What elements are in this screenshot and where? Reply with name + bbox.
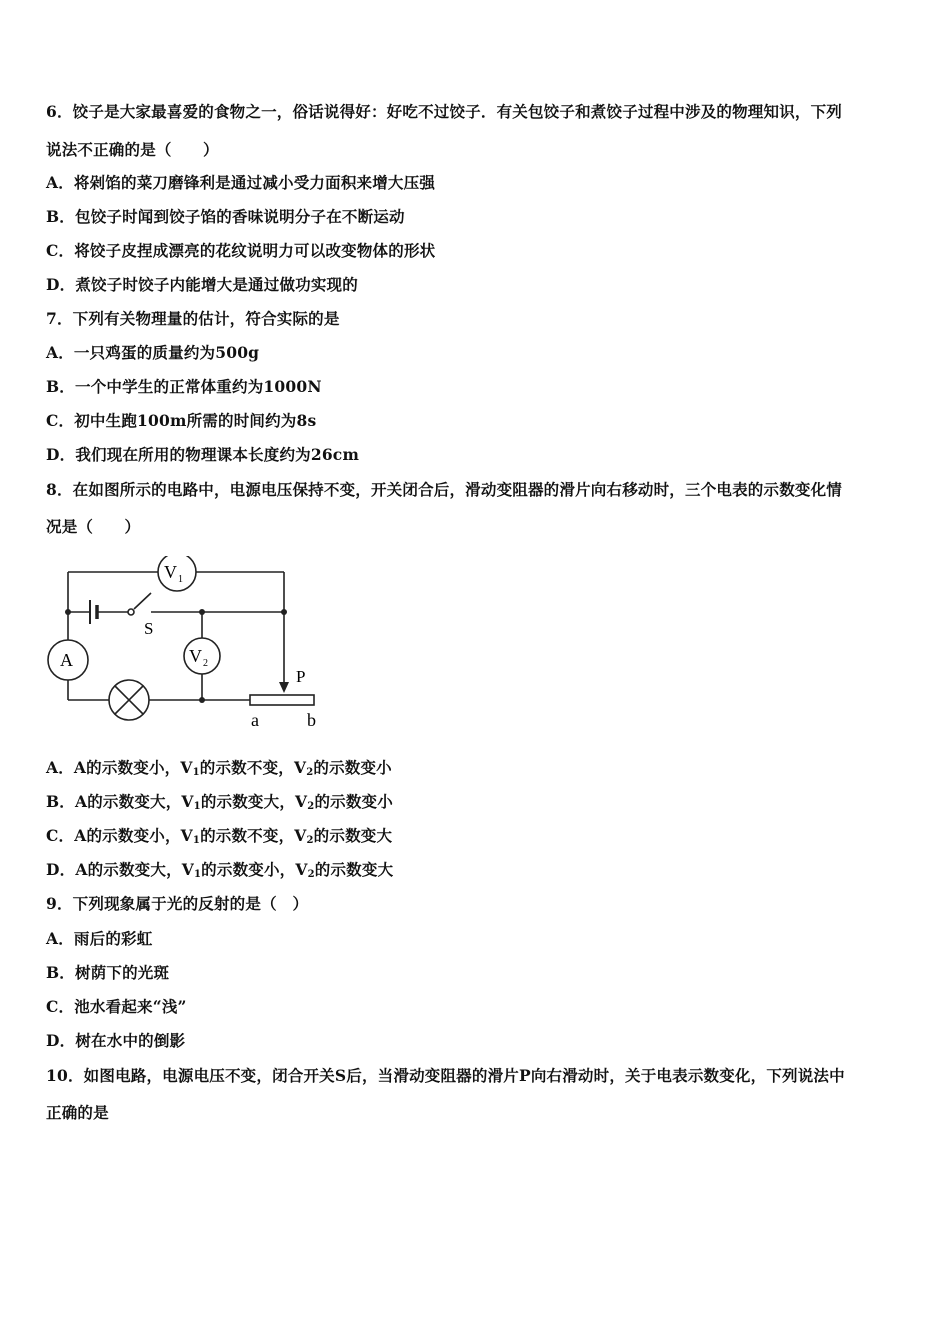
q8-option-c: C．A的示数变小，$V_1$的示数不变，$V_2$的示数变大 bbox=[46, 826, 393, 846]
q9-option-d: D．树在水中的倒影 bbox=[46, 1031, 186, 1050]
q10-stem-line2: 正确的是 bbox=[46, 1103, 109, 1122]
q9-option-b: B．树荫下的光斑 bbox=[46, 963, 170, 982]
ammeter-label: A bbox=[60, 650, 73, 670]
switch-blade bbox=[134, 593, 151, 609]
junction-dot bbox=[281, 609, 287, 615]
junction-dot bbox=[65, 609, 71, 615]
q6-option-c: C．将饺子皮捏成漂亮的花纹说明力可以改变物体的形状 bbox=[46, 241, 436, 260]
q7-stem: 7．下列有关物理量的估计，符合实际的是 bbox=[46, 309, 340, 328]
junction-dot bbox=[199, 697, 205, 703]
q7-option-a: A．一只鸡蛋的质量约为500g bbox=[46, 343, 260, 362]
v1-label: V bbox=[164, 562, 177, 582]
v2-subscript: 2 bbox=[203, 658, 208, 669]
q8-stem-line2: 况是（ ） bbox=[46, 517, 141, 536]
q8-option-d: D．A的示数变大，$V_1$的示数变小，$V_2$的示数变大 bbox=[46, 860, 394, 880]
rheostat-body bbox=[250, 695, 314, 705]
rheostat-end-b: b bbox=[307, 710, 316, 730]
rheostat-end-a: a bbox=[251, 710, 259, 730]
switch-pivot bbox=[128, 609, 134, 615]
q8-option-b: B．A的示数变大，$V_1$的示数变大，$V_2$的示数变小 bbox=[46, 792, 393, 812]
switch-label: S bbox=[144, 619, 154, 638]
q7-option-c: C．初中生跑100m所需的时间约为8s bbox=[46, 411, 317, 430]
slider-label: P bbox=[296, 667, 306, 686]
q7-option-d: D．我们现在所用的物理课本长度约为26cm bbox=[46, 445, 360, 464]
q6-option-b: B．包饺子时闻到饺子馅的香味说明分子在不断运动 bbox=[46, 207, 405, 226]
q6-option-d: D．煮饺子时饺子内能增大是通过做功实现的 bbox=[46, 275, 358, 294]
q9-option-c: C．池水看起来“浅” bbox=[46, 997, 187, 1016]
circuit-diagram bbox=[40, 556, 340, 736]
v1-subscript: 1 bbox=[178, 574, 183, 585]
q6-stem-line2: 说法不正确的是（ ） bbox=[46, 140, 219, 159]
q7-option-b: B．一个中学生的正常体重约为1000N bbox=[46, 377, 322, 396]
q6-option-a: A．将剁馅的菜刀磨锋利是通过减小受力面积来增大压强 bbox=[46, 173, 436, 192]
q6-stem-line1: 6．饺子是大家最喜爱的食物之一，俗话说得好：好吃不过饺子．有关包饺子和煮饺子过程中涉及的物理知识，下列 bbox=[46, 102, 842, 121]
q8-option-a: A．A的示数变小，$V_1$的示数不变，$V_2$的示数变小 bbox=[46, 758, 392, 778]
slider-arrow bbox=[279, 682, 289, 693]
v2-label: V bbox=[189, 646, 202, 666]
q9-option-a: A．雨后的彩虹 bbox=[46, 929, 153, 948]
q10-stem-line1: 10．如图电路，电源电压不变，闭合开关S后，当滑动变阻器的滑片P向右滑动时，关于电表示数变化，下列说法中 bbox=[46, 1066, 845, 1085]
junction-dot bbox=[199, 609, 205, 615]
q9-stem: 9．下列现象属于光的反射的是（ ） bbox=[46, 894, 309, 913]
q8-stem-line1: 8．在如图所示的电路中，电源电压保持不变，开关闭合后，滑动变阻器的滑片向右移动时，三个电表的示数变化情 bbox=[46, 480, 842, 499]
